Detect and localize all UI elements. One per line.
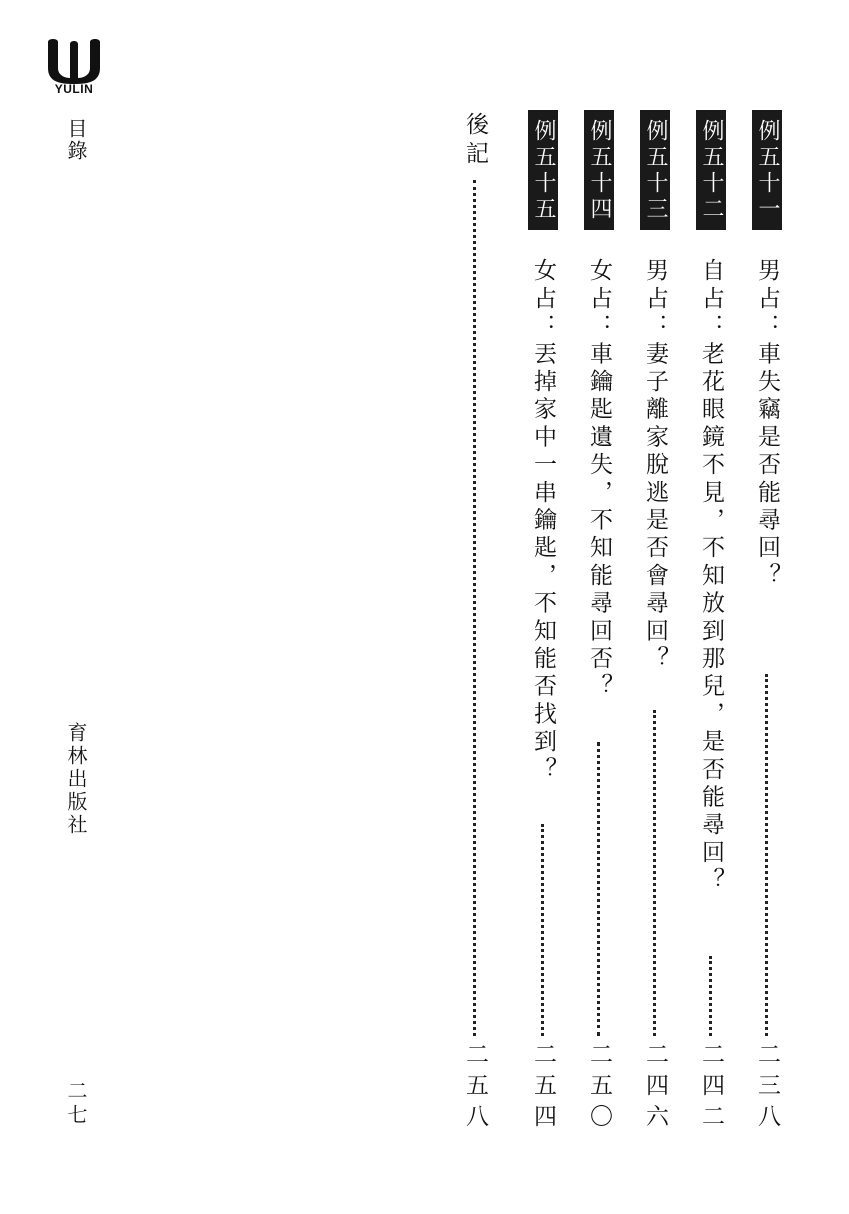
entry-page-number: 二三八 — [754, 1042, 780, 1135]
publisher-name: 育林出版社 — [64, 722, 88, 837]
toc-entry[interactable] — [638, 110, 672, 1135]
afterword-page-number: 二五八 — [462, 1042, 488, 1135]
leader-dots — [653, 710, 656, 1036]
entry-title: 女占：車鑰匙遺失，不知能尋回否？ — [586, 258, 612, 702]
entry-title: 自占：老花眼鏡不見，不知放到那兒，是否能尋回？ — [698, 258, 724, 896]
entry-label-badge: 例五十五 — [528, 110, 558, 230]
entry-page-number: 二四六 — [642, 1042, 668, 1135]
toc-entry[interactable] — [526, 110, 560, 1135]
toc-afterword[interactable] — [458, 110, 492, 1135]
entry-label-badge: 例五十四 — [584, 110, 614, 230]
entry-page-number: 二五〇 — [586, 1042, 612, 1135]
toc-entry[interactable] — [694, 110, 728, 1135]
entry-label-badge: 例五十一 — [752, 110, 782, 230]
afterword-title: 後記 — [462, 112, 488, 170]
page-section-title: 目錄 — [64, 118, 88, 162]
leader-dots — [765, 674, 768, 1036]
leader-dots — [597, 742, 600, 1036]
leader-dots — [709, 956, 712, 1036]
entry-page-number: 二五四 — [530, 1042, 556, 1135]
entry-page-number: 二四二 — [698, 1042, 724, 1135]
entry-title: 男占：車失竊是否能尋回？ — [754, 258, 780, 591]
toc-entry[interactable] — [750, 110, 784, 1135]
leader-dots — [541, 824, 544, 1036]
leader-dots — [473, 180, 476, 1036]
entry-label-badge: 例五十三 — [640, 110, 670, 230]
entry-title: 女占：丟掉家中一串鑰匙，不知能否找到？ — [530, 258, 556, 785]
page-number: 二七 — [64, 1080, 88, 1128]
entry-title: 男占：妻子離家脫逃是否會尋回？ — [642, 258, 668, 674]
entry-label-badge: 例五十二 — [696, 110, 726, 230]
logo-text: YULIN — [54, 82, 94, 96]
toc-entry[interactable] — [582, 110, 616, 1135]
